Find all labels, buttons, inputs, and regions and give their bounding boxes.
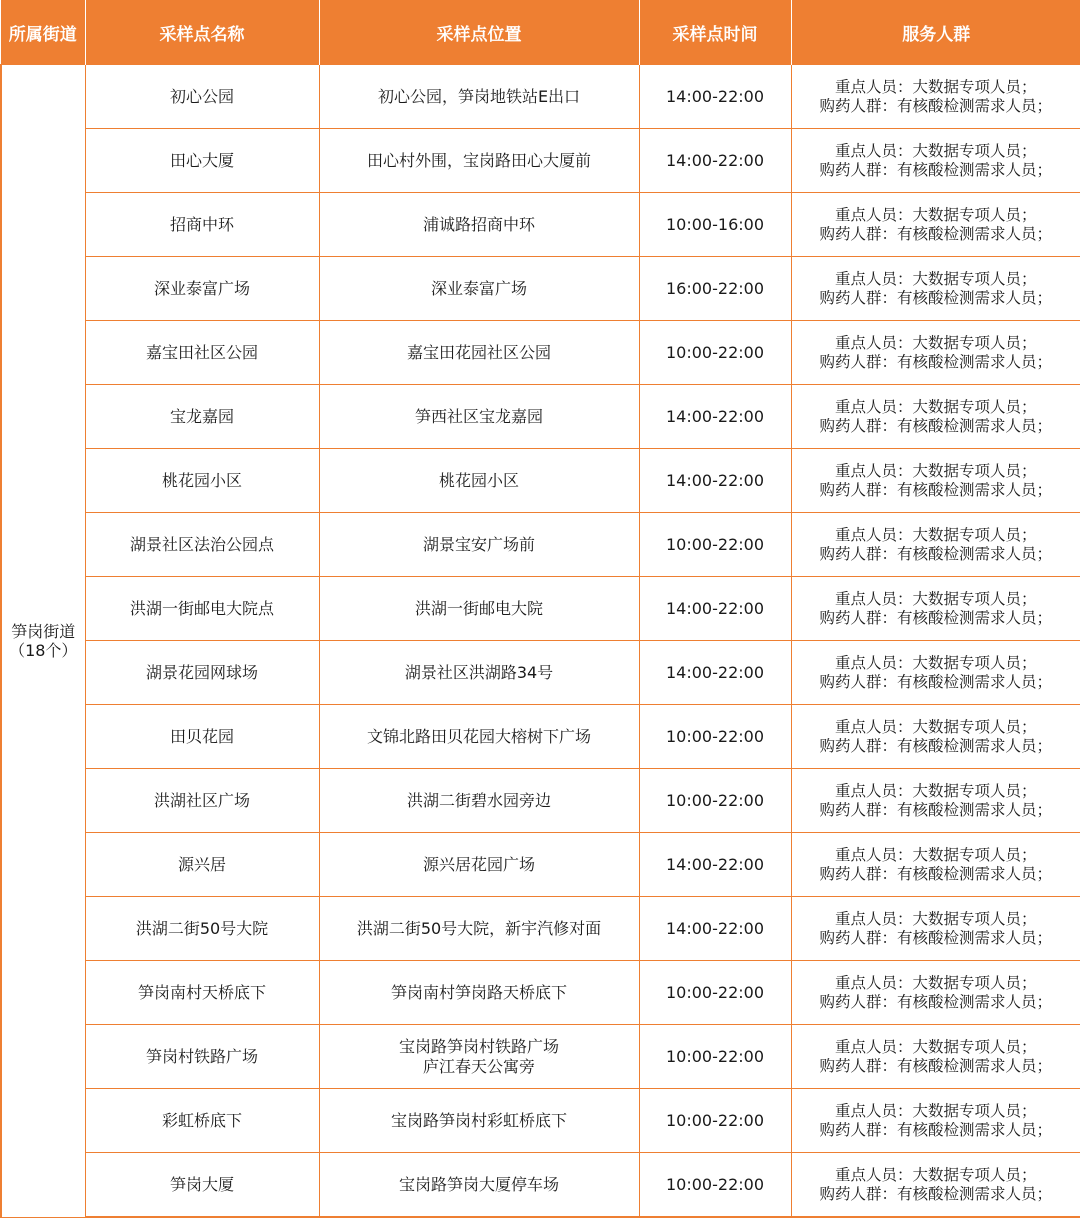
service-group-line: 重点人员：大数据专项人员； — [834, 973, 1037, 992]
service-group-cell — [791, 705, 1080, 769]
service-group-line: 重点人员：大数据专项人员； — [834, 333, 1037, 352]
table-row — [1, 705, 1080, 769]
site-time-cell: 14:00-22:00 — [639, 897, 791, 961]
site-name-cell: 招商中环 — [85, 193, 319, 257]
street-name: 笋岗街道 — [11, 621, 76, 641]
site-location-line: 田心村外围，宝岗路田心大厦前 — [366, 150, 591, 170]
site-name-cell: 洪湖二街50号大院 — [85, 897, 319, 961]
table-row — [1, 833, 1080, 897]
table-row — [1, 641, 1080, 705]
service-group-line: 重点人员：大数据专项人员； — [834, 589, 1037, 608]
service-group-cell — [791, 193, 1080, 257]
table-row — [1, 193, 1080, 257]
service-group-line: 购药人群：有核酸检测需求人员； — [819, 160, 1052, 179]
table-row — [1, 449, 1080, 513]
site-location-line: 宝岗路笋岗大厦停车场 — [398, 1174, 559, 1194]
service-group-cell — [791, 961, 1080, 1025]
service-group-line: 重点人员：大数据专项人员； — [834, 397, 1037, 416]
site-name-cell: 嘉宝田社区公园 — [85, 321, 319, 385]
site-location-cell — [319, 961, 639, 1025]
service-group-cell — [791, 1153, 1080, 1218]
site-location-cell — [319, 1153, 639, 1218]
service-group-line: 购药人群：有核酸检测需求人员； — [819, 1184, 1052, 1203]
service-group-line: 购药人群：有核酸检测需求人员； — [819, 224, 1052, 243]
service-group-line: 购药人群：有核酸检测需求人员； — [819, 480, 1052, 499]
service-group-line: 购药人群：有核酸检测需求人员； — [819, 352, 1052, 371]
service-group-cell — [791, 833, 1080, 897]
table-row — [1, 65, 1080, 129]
site-location-line: 桃花园小区 — [438, 470, 519, 490]
site-location-cell — [319, 897, 639, 961]
header-site-location: 采样点位置 — [319, 0, 639, 65]
site-location-cell — [319, 65, 639, 129]
service-group-line: 购药人群：有核酸检测需求人员； — [819, 96, 1052, 115]
service-group-line: 重点人员：大数据专项人员； — [834, 781, 1037, 800]
site-location-line: 湖景社区洪湖路34号 — [404, 662, 554, 682]
site-location-cell — [319, 513, 639, 577]
service-group-line: 购药人群：有核酸检测需求人员； — [819, 416, 1052, 435]
site-name-cell: 田心大厦 — [85, 129, 319, 193]
service-group-line: 重点人员：大数据专项人员； — [834, 909, 1037, 928]
site-name-cell: 笋岗大厦 — [85, 1153, 319, 1218]
site-time-cell: 14:00-22:00 — [639, 577, 791, 641]
table-row — [1, 1089, 1080, 1153]
site-name-cell: 田贝花园 — [85, 705, 319, 769]
site-time-cell: 14:00-22:00 — [639, 65, 791, 129]
table-row — [1, 513, 1080, 577]
service-group-cell — [791, 257, 1080, 321]
site-name-cell: 洪湖社区广场 — [85, 769, 319, 833]
service-group-cell — [791, 1025, 1080, 1089]
site-name-cell: 洪湖一街邮电大院点 — [85, 577, 319, 641]
site-location-cell — [319, 577, 639, 641]
site-time-cell: 10:00-22:00 — [639, 513, 791, 577]
service-group-line: 重点人员：大数据专项人员； — [834, 845, 1037, 864]
site-time-cell: 10:00-22:00 — [639, 1089, 791, 1153]
service-group-cell — [791, 449, 1080, 513]
service-group-line: 重点人员：大数据专项人员； — [834, 1165, 1037, 1184]
service-group-line: 重点人员：大数据专项人员； — [834, 525, 1037, 544]
site-location-cell — [319, 1025, 639, 1089]
site-location-cell — [319, 769, 639, 833]
service-group-cell — [791, 641, 1080, 705]
service-group-line: 购药人群：有核酸检测需求人员； — [819, 608, 1052, 627]
service-group-line: 购药人群：有核酸检测需求人员； — [819, 1056, 1052, 1075]
site-location-line: 源兴居花园广场 — [422, 854, 535, 874]
site-location-cell — [319, 321, 639, 385]
site-location-cell — [319, 129, 639, 193]
service-group-line: 重点人员：大数据专项人员； — [834, 141, 1037, 160]
table-row — [1, 897, 1080, 961]
site-time-cell: 10:00-22:00 — [639, 1153, 791, 1218]
site-name-cell: 笋岗南村天桥底下 — [85, 961, 319, 1025]
site-name-cell: 深业泰富广场 — [85, 257, 319, 321]
site-time-cell: 14:00-22:00 — [639, 449, 791, 513]
site-location-line: 洪湖二街碧水园旁边 — [406, 790, 551, 810]
site-location-line: 文锦北路田贝花园大榕树下广场 — [366, 726, 591, 746]
service-group-cell — [791, 321, 1080, 385]
street-count: （18个） — [9, 640, 78, 660]
table-row — [1, 129, 1080, 193]
table-row — [1, 385, 1080, 449]
service-group-cell — [791, 577, 1080, 641]
table-row — [1, 257, 1080, 321]
service-group-cell — [791, 897, 1080, 961]
table-row — [1, 1153, 1080, 1218]
site-time-cell: 10:00-22:00 — [639, 961, 791, 1025]
street-cell — [1, 65, 85, 1218]
service-group-cell — [791, 769, 1080, 833]
site-location-cell — [319, 385, 639, 449]
service-group-line: 购药人群：有核酸检测需求人员； — [819, 800, 1052, 819]
site-time-cell: 10:00-22:00 — [639, 769, 791, 833]
site-location-line: 宝岗路笋岗村彩虹桥底下 — [390, 1110, 567, 1130]
site-location-line: 洪湖一街邮电大院 — [414, 598, 543, 618]
site-location-cell — [319, 833, 639, 897]
site-location-line: 庐江春天公寓旁 — [422, 1056, 535, 1076]
table-header-row — [1, 0, 1080, 65]
service-group-line: 购药人群：有核酸检测需求人员； — [819, 1120, 1052, 1139]
site-name-cell: 湖景社区法治公园点 — [85, 513, 319, 577]
service-group-line: 重点人员：大数据专项人员； — [834, 461, 1037, 480]
service-group-line: 重点人员：大数据专项人员； — [834, 717, 1037, 736]
service-group-line: 购药人群：有核酸检测需求人员； — [819, 288, 1052, 307]
site-name-cell: 湖景花园网球场 — [85, 641, 319, 705]
site-location-line: 湖景宝安广场前 — [422, 534, 535, 554]
site-location-cell — [319, 257, 639, 321]
site-location-cell — [319, 193, 639, 257]
table-body — [1, 65, 1080, 1218]
site-time-cell: 10:00-22:00 — [639, 321, 791, 385]
site-name-cell: 初心公园 — [85, 65, 319, 129]
site-location-line: 洪湖二街50号大院，新宇汽修对面 — [356, 918, 602, 938]
service-group-line: 重点人员：大数据专项人员； — [834, 77, 1037, 96]
header-street: 所属街道 — [1, 0, 85, 65]
site-name-cell: 彩虹桥底下 — [85, 1089, 319, 1153]
site-location-cell — [319, 449, 639, 513]
service-group-line: 重点人员：大数据专项人员； — [834, 1037, 1037, 1056]
service-group-cell — [791, 129, 1080, 193]
site-location-line: 深业泰富广场 — [430, 278, 527, 298]
site-name-cell: 笋岗村铁路广场 — [85, 1025, 319, 1089]
site-name-cell: 宝龙嘉园 — [85, 385, 319, 449]
table-row — [1, 577, 1080, 641]
service-group-line: 购药人群：有核酸检测需求人员； — [819, 928, 1052, 947]
service-group-line: 购药人群：有核酸检测需求人员； — [819, 544, 1052, 563]
site-time-cell: 14:00-22:00 — [639, 129, 791, 193]
service-group-cell — [791, 385, 1080, 449]
site-location-line: 初心公园，笋岗地铁站E出口 — [377, 86, 581, 106]
service-group-line: 重点人员：大数据专项人员； — [834, 653, 1037, 672]
site-location-cell — [319, 641, 639, 705]
site-name-cell: 桃花园小区 — [85, 449, 319, 513]
service-group-line: 重点人员：大数据专项人员； — [834, 1101, 1037, 1120]
table-row — [1, 769, 1080, 833]
service-group-line: 购药人群：有核酸检测需求人员； — [819, 864, 1052, 883]
site-location-line: 笋岗南村笋岗路天桥底下 — [390, 982, 567, 1002]
site-location-line: 嘉宝田花园社区公园 — [406, 342, 551, 362]
header-site-name: 采样点名称 — [85, 0, 319, 65]
service-group-line: 重点人员：大数据专项人员； — [834, 269, 1037, 288]
site-time-cell: 14:00-22:00 — [639, 385, 791, 449]
site-time-cell: 14:00-22:00 — [639, 641, 791, 705]
service-group-line: 购药人群：有核酸检测需求人员； — [819, 736, 1052, 755]
site-time-cell: 10:00-22:00 — [639, 1025, 791, 1089]
header-service-group: 服务人群 — [791, 0, 1080, 65]
site-time-cell: 16:00-22:00 — [639, 257, 791, 321]
site-location-cell — [319, 1089, 639, 1153]
header-site-time: 采样点时间 — [639, 0, 791, 65]
site-location-line: 宝岗路笋岗村铁路广场 — [398, 1036, 559, 1056]
site-location-cell — [319, 705, 639, 769]
site-time-cell: 14:00-22:00 — [639, 833, 791, 897]
service-group-line: 购药人群：有核酸检测需求人员； — [819, 992, 1052, 1011]
site-location-line: 浦诚路招商中环 — [422, 214, 535, 234]
site-time-cell: 10:00-22:00 — [639, 705, 791, 769]
service-group-line: 购药人群：有核酸检测需求人员； — [819, 672, 1052, 691]
table-row — [1, 961, 1080, 1025]
service-group-line: 重点人员：大数据专项人员； — [834, 205, 1037, 224]
service-group-cell — [791, 513, 1080, 577]
site-time-cell: 10:00-16:00 — [639, 193, 791, 257]
site-name-cell: 源兴居 — [85, 833, 319, 897]
site-location-line: 笋西社区宝龙嘉园 — [414, 406, 543, 426]
table-row — [1, 321, 1080, 385]
table-row — [1, 1025, 1080, 1089]
service-group-cell — [791, 65, 1080, 129]
service-group-cell — [791, 1089, 1080, 1153]
